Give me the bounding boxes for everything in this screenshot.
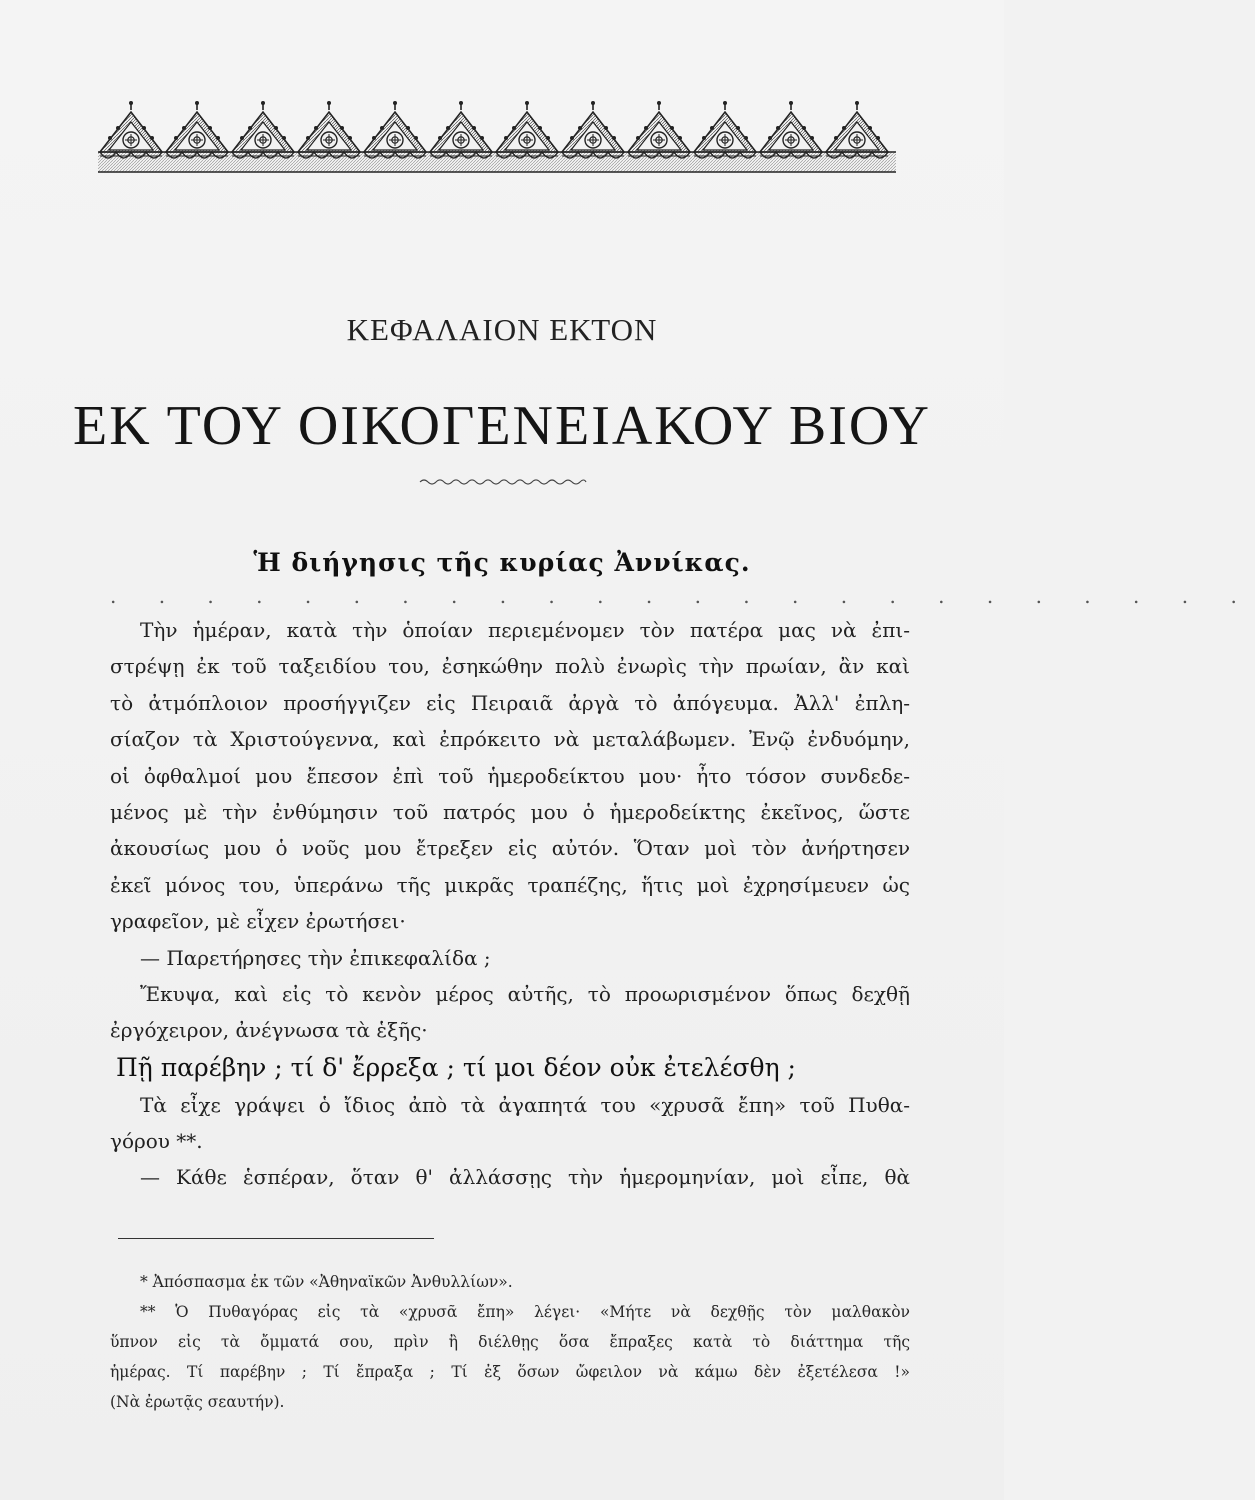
body-line: τὸ ἀτμόπλοιον προσήγγιζεν εἰς Πειραιᾶ ἀργὰ τὸ ἀπόγευμα. Ἀλλ' ἐπλη- [110,690,910,715]
body-line: μένος μὲ τὴν ἐνθύμησιν τοῦ πατρός μου ὁ ἡμεροδείκτης ἐκεῖνος, ὥστε [110,799,910,824]
section-heading: Ἡ διήγησις τῆς κυρίας Ἀννίκας. [253,548,751,577]
verse-line: Πῇ παρέβην ; τί δ' ἔρρεξα ; τί μοι δέον οὐκ ἐτελέσθη ; [116,1052,796,1082]
body-line: — Κάθε ἑσπέραν, ὅταν θ' ἀλλάσσῃς τὴν ἡμερομηνίαν, μοὶ εἶπε, θὰ [140,1165,910,1190]
body-line: οἱ ὀφθαλμοί μου ἔπεσον ἐπὶ τοῦ ἡμεροδείκτου μου· ἦτο τόσον συνδεδε- [110,763,910,788]
footnotes [110,1267,910,1417]
body-line: ἐκεῖ μόνος του, ὑπεράνω τῆς μικρᾶς τραπέζης, ἥτις μοὶ ἐχρησίμευεν ὡς [110,872,910,897]
chapter-label: ΚΕΦΑΛΑΙΟΝ ΕΚΤΟΝ [346,312,658,347]
body-line: Τὰ εἶχε γράψει ὁ ἴδιος ἀπὸ τὰ ἀγαπητά του «χρυσᾶ ἔπη» τοῦ Πυθα- [140,1092,910,1117]
chapter-title: ΕΚ ΤΟΥ ΟΙΚΟΓΕΝΕΙΑΚΟΥ ΒΙΟΥ [73,395,931,457]
body-line: γραφεῖον, μὲ εἶχεν ἐρωτήσει· [110,909,406,934]
body-line: ἀκουσίως μου ὁ νοῦς μου ἔτρεξεν εἰς αὐτόν. Ὅταν μοὶ τὸν ἀνήρτησεν [110,836,910,861]
ornamental-header-band [98,100,896,175]
footnote-line: (Νὰ ἐρωτᾷς σεαυτήν). [110,1393,285,1411]
dotted-separator: . . . . . . . . . . . . . . . . . . . . . . . . [110,584,1255,608]
body-line: γόρου **. [110,1129,203,1154]
body-text [110,612,910,1196]
body-line: — Παρετήρησες τὴν ἐπικεφαλίδα ; [140,945,491,970]
footnote-line: * Ἀπόσπασμα ἐκ τῶν «Ἀθηναϊκῶν Ἀνθυλλίων». [140,1273,513,1291]
body-line: ἐργόχειρον, ἀνέγνωσα τὰ ἑξῆς· [110,1018,428,1043]
footnote-line: ὕπνον εἰς τὰ ὄμματά σου, πρὶν ἢ διέλθῃς ὅσα ἔπραξες κατὰ τὸ διάττημα τῆς [110,1333,910,1351]
body-line: Τὴν ἡμέραν, κατὰ τὴν ὁποίαν περιεμένομεν τὸν πατέρα μας νὰ ἐπι- [140,618,910,642]
body-line: Ἔκυψα, καὶ εἰς τὸ κενὸν μέρος αὐτῆς, τὸ προωρισμένον ὅπως δεχθῇ [140,981,910,1006]
footnote-line: ** Ὁ Πυθαγόρας εἰς τὰ «χρυσᾶ ἔπη» λέγει· «Μήτε νὰ δεχθῇς τὸν μαλθακὸν [140,1303,910,1321]
footnote-line: ἡμέρας. Τί παρέβην ; Τί ἔπραξα ; Τί ἐξ ὅσων ὤφειλον νὰ κάμω δὲν ἐξετέλεσα !» [110,1363,910,1381]
wavy-divider [420,476,586,488]
body-line: στρέψῃ ἐκ τοῦ ταξειδίου του, ἐσηκώθην πολὺ ἐνωρὶς τὴν πρωίαν, ἂν καὶ [110,654,910,679]
body-line: σίαζον τὰ Χριστούγεννα, καὶ ἐπρόκειτο νὰ μεταλάβωμεν. Ἐνῷ ἐνδυόμην, [110,727,910,752]
footnote-rule [118,1238,434,1239]
